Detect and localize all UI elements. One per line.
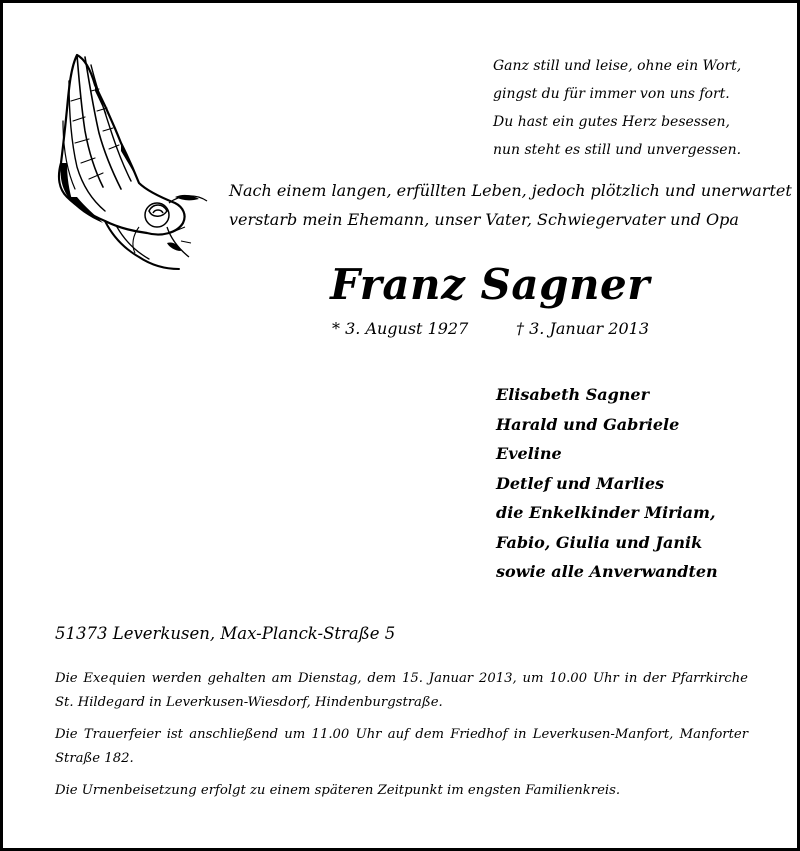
mourner-line: Detlef und Marlies bbox=[496, 473, 665, 493]
deceased-name: Franz Sagner bbox=[330, 260, 650, 309]
mourner-line: Fabio, Giulia und Janik bbox=[496, 532, 703, 552]
mourner-line: Harald und Gabriele bbox=[496, 414, 680, 434]
poem-line: nun steht es still und unvergessen. bbox=[493, 142, 742, 158]
notice-line: Die Exequien werden gehalten am Dienstag, dem 15. Januar 2013, um 10.00 Uhr in der Pfarrkirche bbox=[55, 671, 748, 686]
mourner-line: Eveline bbox=[496, 444, 562, 463]
intro-line: verstarb mein Ehemann, unser Vater, Schwiegervater und Opa bbox=[229, 210, 739, 229]
notice-line: Straße 182. bbox=[55, 751, 134, 766]
announcement-intro bbox=[229, 176, 792, 234]
notice-line: St. Hildegard in Leverkusen-Wiesdorf, Hindenburgstraße. bbox=[55, 695, 443, 710]
death-date: † 3. Januar 2013 bbox=[516, 319, 649, 338]
mourner-line: die Enkelkinder Miriam, bbox=[496, 503, 716, 522]
funeral-notices bbox=[55, 667, 748, 811]
praying-hands-with-rose-icon bbox=[55, 51, 213, 273]
memorial-poem bbox=[493, 52, 741, 164]
mourner-line: sowie alle Anverwandten bbox=[496, 562, 718, 581]
mourner-line: Elisabeth Sagner bbox=[496, 385, 650, 404]
intro-line: Nach einem langen, erfüllten Leben, jedoch plötzlich und unerwartet bbox=[229, 181, 792, 200]
urnenbeisetzung-notice: Die Urnenbeisetzung erfolgt zu einem späteren Zeitpunkt im engsten Familienkreis. bbox=[55, 783, 621, 798]
trauerfeier-notice bbox=[55, 723, 748, 771]
mourners-list bbox=[496, 380, 718, 587]
exequien-notice bbox=[55, 667, 748, 715]
notice-line: Die Trauerfeier ist anschließend um 11.00 Uhr auf dem Friedhof in Leverkusen-Manfort, Manforter bbox=[55, 727, 748, 742]
poem-line: Ganz still und leise, ohne ein Wort, bbox=[493, 58, 742, 74]
birth-date: * 3. August 1927 bbox=[332, 319, 469, 338]
poem-line: Du hast ein gutes Herz besessen, bbox=[493, 114, 730, 130]
poem-line: gingst du für immer von uns fort. bbox=[493, 86, 730, 102]
family-address: 51373 Leverkusen, Max-Planck-Straße 5 bbox=[55, 624, 396, 643]
